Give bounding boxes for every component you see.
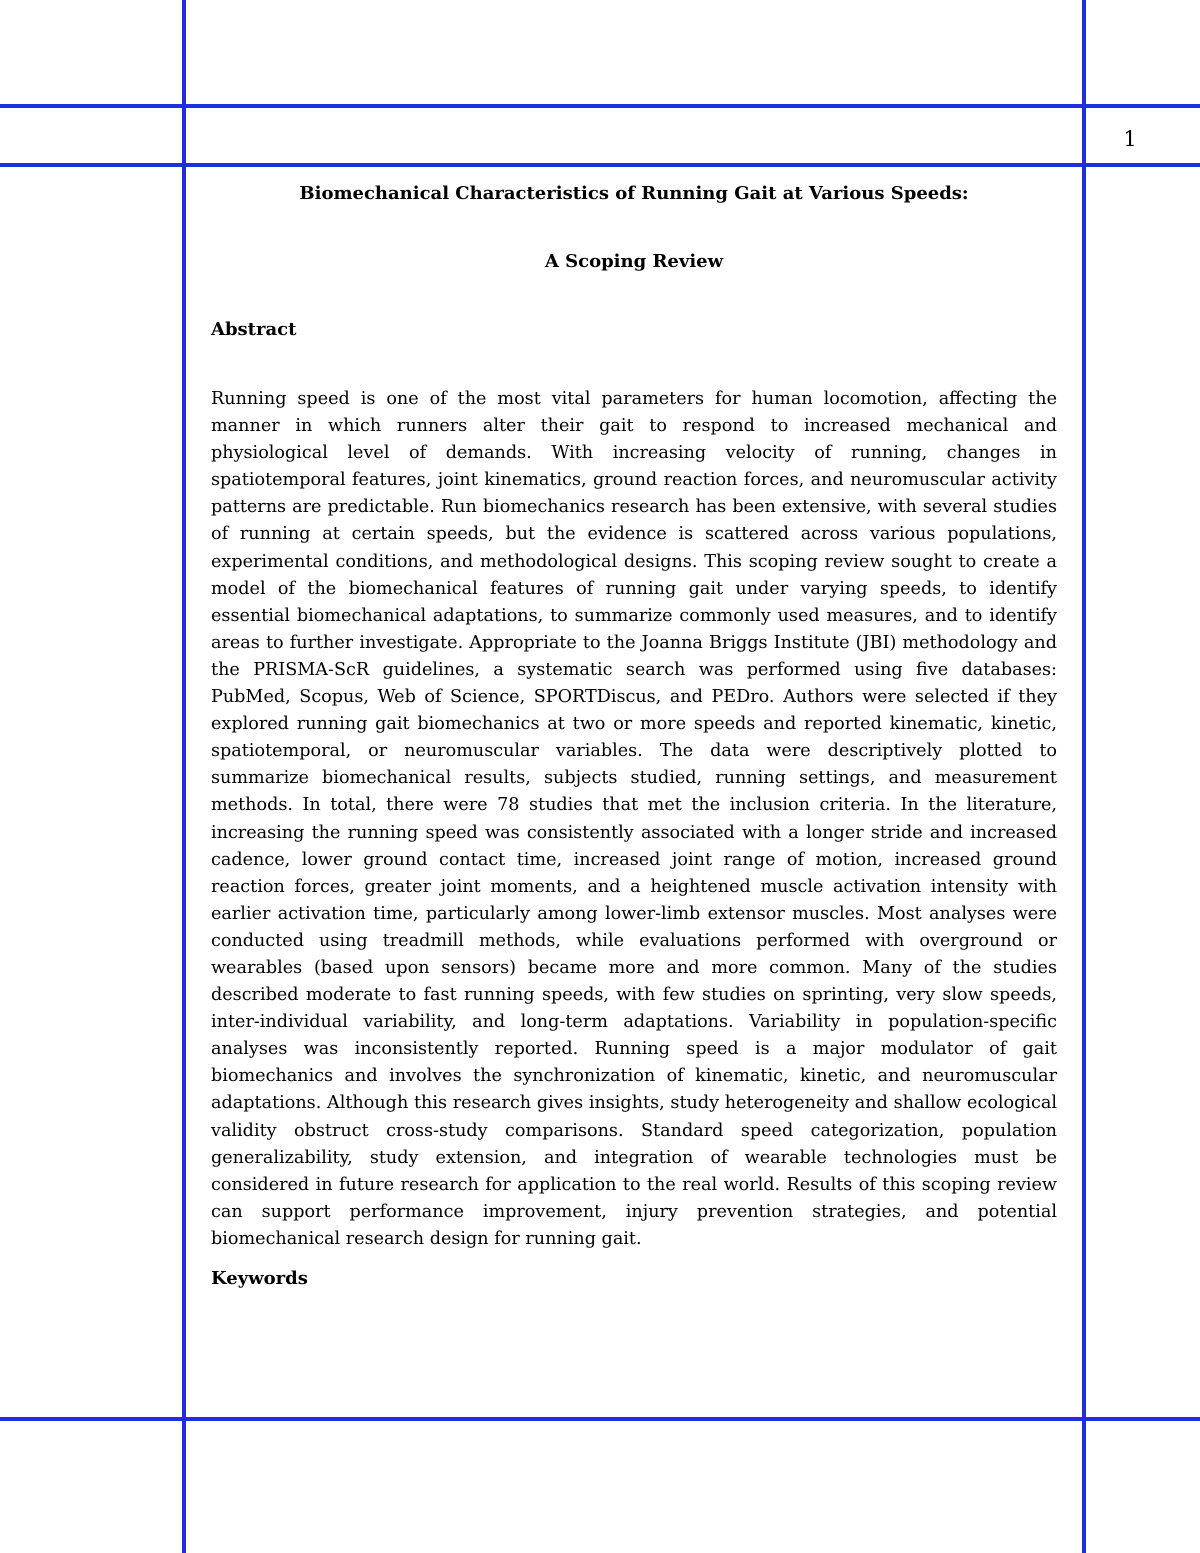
right-margin-guide bbox=[1082, 0, 1086, 1553]
document-body bbox=[211, 180, 1057, 1293]
abstract-heading: Abstract bbox=[211, 319, 297, 340]
document-subtitle: A Scoping Review bbox=[544, 251, 724, 272]
header-bottom-guide bbox=[0, 163, 1200, 167]
page-number: 1 bbox=[1123, 127, 1137, 151]
document-title: Biomechanical Characteristics of Running Gait at Various Speeds: bbox=[299, 183, 969, 204]
abstract-text: Running speed is one of the most vital parameters for human locomotion, affecting the manner in which runners alter their gait to respond to increased mechanical and physiological level of demands. With increasing velocity of running, changes in spatiotemporal features, joint kinematics, ground reaction forces, and neuromuscular activity patterns are predictable. Run biomechanics research has been extensive, with several studies of running at certain speeds, but the evidence is scattered across various populations, experimental conditions, and methodological designs. This scoping review sought to create a model of the biomechanical features of running gait under varying speeds, to identify essential biomechanical adaptations, to summarize commonly used measures, and to identify areas to further investigate. Appropriate to the Joanna Briggs Institute (JBI) methodology and the PRISMA-ScR guidelines, a systematic search was performed using five databases: PubMed, Scopus, Web of Science, SPORTDiscus, and PEDro. Authors were selected if they explored running gait biomechanics at two or more speeds and reported kinematic, kinetic, spatiotemporal, or neuromuscular variables. The data were descriptively plotted to summarize biomechanical results, subjects studied, running settings, and measurement methods. In total, there were 78 studies that met the inclusion criteria. In the literature, increasing the running speed was consistently associated with a longer stride and increased cadence, lower ground contact time, increased joint range of motion, increased ground reaction forces, greater joint moments, and a heightened muscle activation intensity with earlier activation time, particularly among lower-limb extensor muscles. Most analyses were conducted using treadmill methods, while evaluations performed with overground or wearables (based upon sensors) became more and more common. Many of the studies described moderate to fast running speeds, with few studies on sprinting, very slow speeds, inter-individual variability, and long-term adaptations. Variability in population-specific analyses was inconsistently reported. Running speed is a major modulator of gait biomechanics and involves the synchronization of kinematic, kinetic, and neuromuscular adaptations. Although this research gives insights, study heterogeneity and shallow ecological validity obstruct cross-study comparisons. Standard speed categorization, population generalizability, study extension, and integration of wearable technologies must be considered in future research for application to the real world. Results of this scoping review can support performance improvement, injury prevention strategies, and potential biomechanical research design for running gait. bbox=[211, 389, 1057, 1249]
keywords-heading: Keywords bbox=[211, 1268, 308, 1289]
header-top-guide bbox=[0, 104, 1200, 108]
left-margin-guide bbox=[182, 0, 186, 1553]
footer-guide bbox=[0, 1417, 1200, 1421]
